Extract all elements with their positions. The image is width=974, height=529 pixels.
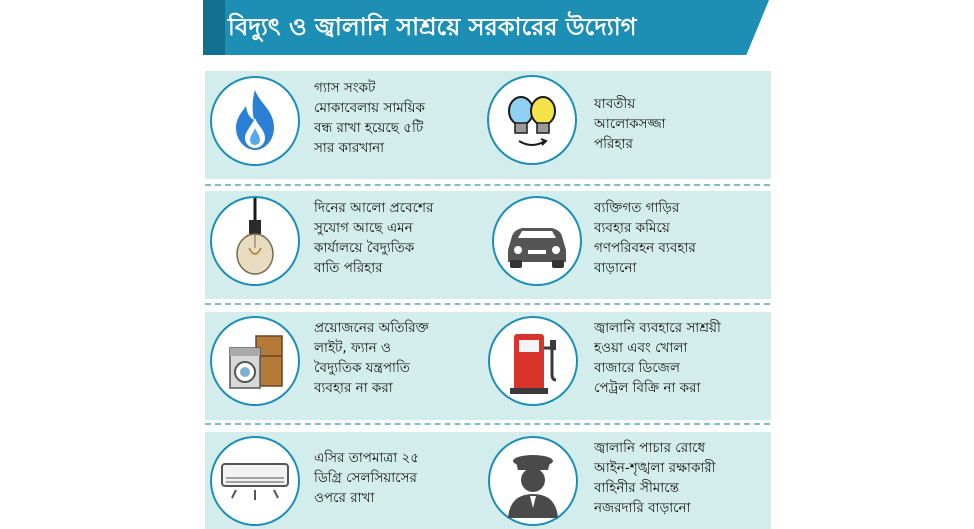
border-text: জ্বালানি পাচার রোধে আইন-শৃঙ্খলা রক্ষাকারী বাহিনীর সীমান্তে নজরদারি বাড়ানো <box>594 440 716 516</box>
gas-crisis-text: গ্যাস সংকট মোকাবেলায় সাময়িক বন্ধ রাখা হয়েছে ৫টি সার কারখানা <box>314 80 425 156</box>
car-icon <box>494 198 580 284</box>
appliances-text: প্রয়োজনের অতিরিক্ত লাইট, ফ্যান ও বৈদ্যুতিক যন্ত্রপাতি ব্যবহার না করা <box>314 320 429 396</box>
icon-circle <box>487 75 577 165</box>
icon-circle <box>488 436 578 526</box>
icon-circle <box>210 196 300 286</box>
car-text: ব্যক্তিগত গাড়ির ব্যবহার কমিয়ে গণপরিবহন ব্যবহার বাড়ানো <box>594 200 696 276</box>
lighting-text: যাবতীয় আলোকসজ্জা পরিহার <box>594 96 666 152</box>
row-divider <box>205 303 770 305</box>
hanging-bulb-icon <box>212 198 298 284</box>
police-officer-icon <box>490 438 576 524</box>
light-bulbs-icon <box>489 77 575 163</box>
icon-circle <box>210 316 300 406</box>
banner-fold <box>203 0 225 55</box>
ac-text: এসির তাপমাত্রা ২৫ ডিগ্রি সেলসিয়াসের ওপরে রাখা <box>314 450 420 506</box>
row-divider <box>205 184 770 186</box>
fuel-pump-icon <box>490 318 576 404</box>
fuel-text: জ্বালানি ব্যবহারে সাশ্রয়ী হওয়া এবং খোলা বাজারে ডিজেল পেট্রল বিক্রি না করা <box>594 320 721 396</box>
icon-circle <box>488 316 578 406</box>
icon-circle <box>210 76 300 166</box>
icon-circle <box>492 196 582 286</box>
page-title: বিদ্যুৎ ও জ্বালানি সাশ্রয়ে সরকারের উদ্যোগ <box>228 13 637 41</box>
daylight-text: দিনের আলো প্রবেশের সুযোগ আছে এমন কার্যালয়ে বৈদ্যুতিক বাতি পরিহার <box>314 200 434 276</box>
air-conditioner-icon <box>212 438 298 524</box>
appliances-icon <box>212 318 298 404</box>
row-divider <box>205 423 770 425</box>
icon-circle <box>210 436 300 526</box>
gas-flame-icon <box>212 78 298 164</box>
